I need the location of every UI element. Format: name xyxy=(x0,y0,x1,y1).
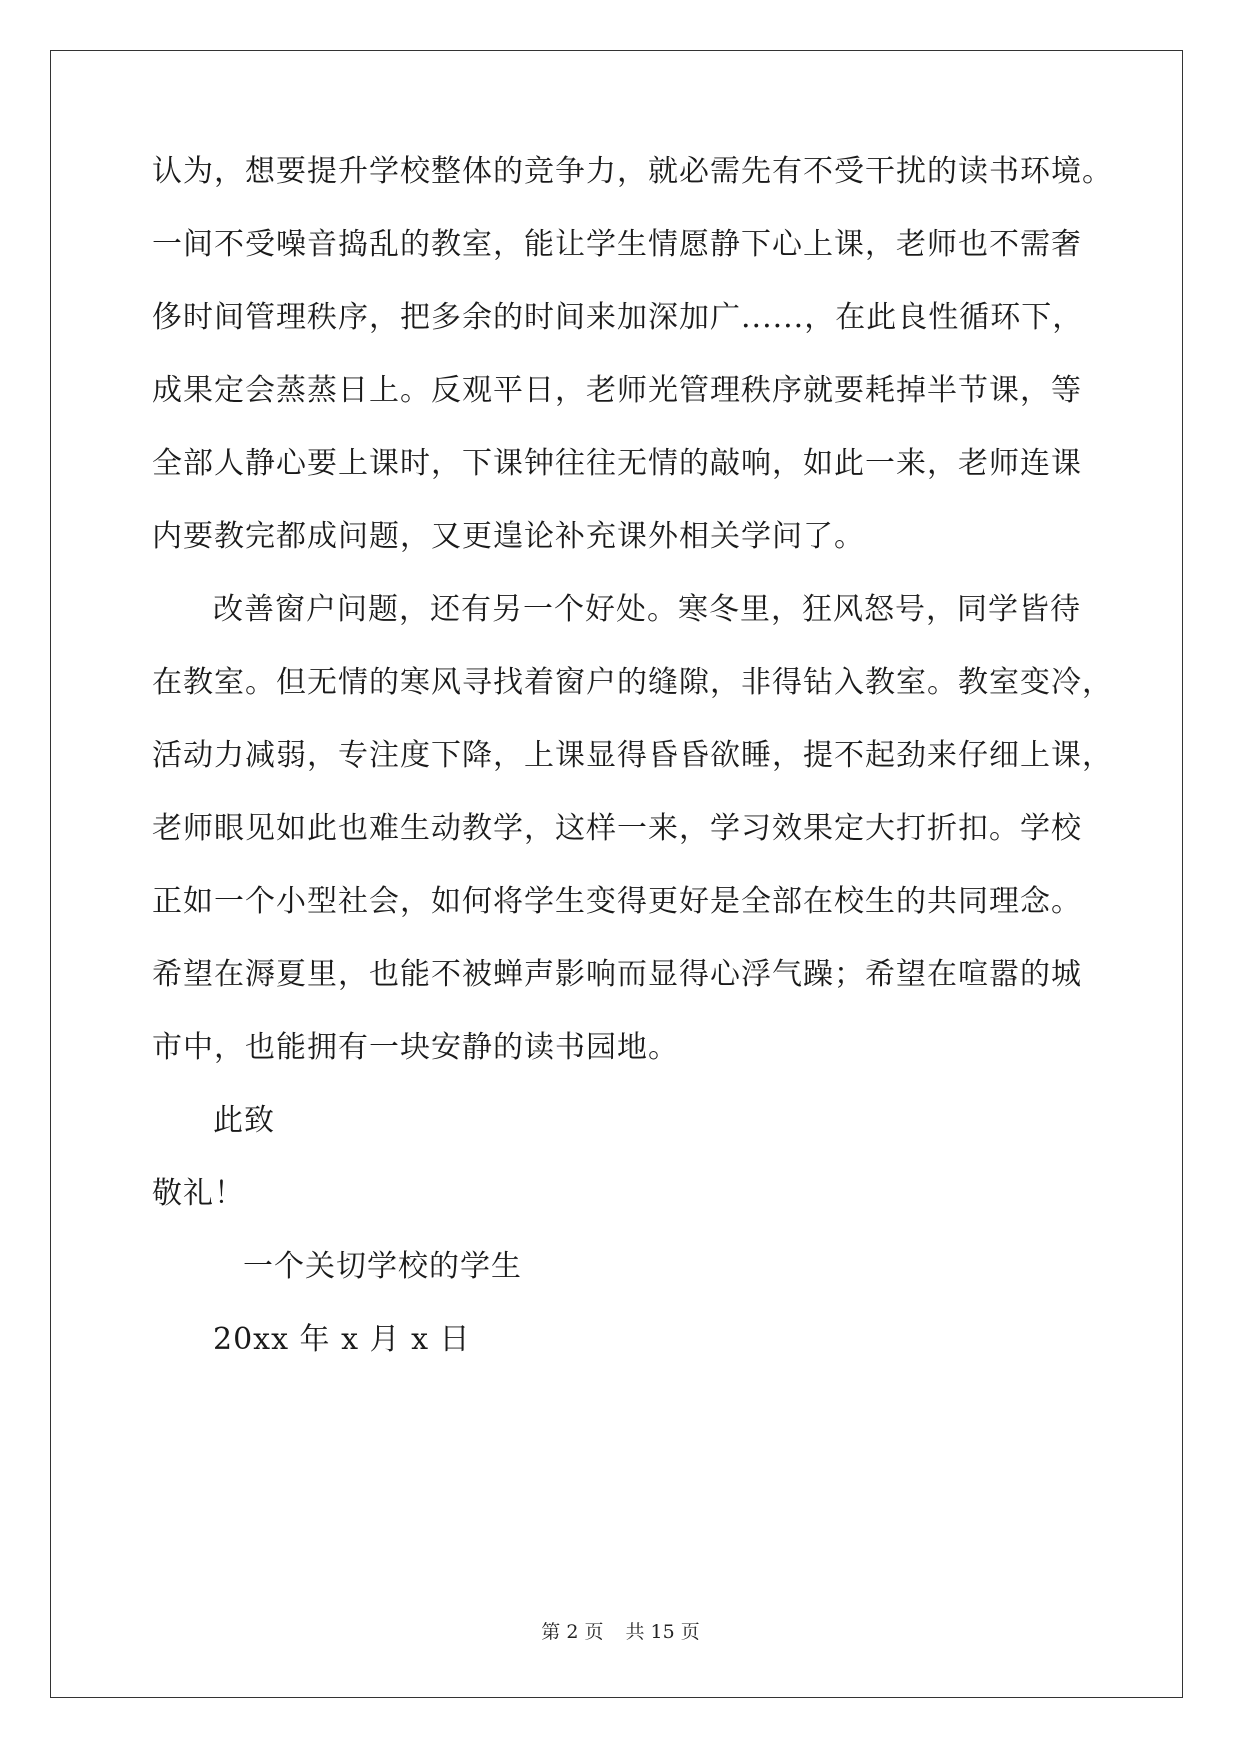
paragraph-1-line-6: 内要教完都成问题，又更遑论补充课外相关学问了。 xyxy=(152,519,865,554)
paragraph-1-line-3: 侈时间管理秩序，把多余的时间来加深加广......，在此良性循环下， xyxy=(152,300,1084,335)
paragraph-2-line-1: 改善窗户问题，还有另一个好处。寒冬里，狂风怒号，同学皆待 xyxy=(213,592,1081,627)
paragraph-2-line-4: 老师眼见如此也难生动教学，这样一来，学习效果定大打折扣。学校 xyxy=(152,811,1082,846)
paragraph-1-line-5: 全部人静心要上课时，下课钟往往无情的敲响，如此一来，老师连课 xyxy=(152,446,1082,481)
paragraph-2-line-5: 正如一个小型社会，如何将学生变得更好是全部在校生的共同理念。 xyxy=(152,884,1082,919)
signature: 一个关切学校的学生 xyxy=(243,1249,522,1284)
paragraph-2-line-2: 在教室。但无情的寒风寻找着窗户的缝隙，非得钻入教室。教室变冷， xyxy=(152,665,1113,700)
paragraph-1-line-4: 成果定会蒸蒸日上。反观平日，老师光管理秩序就要耗掉半节课，等 xyxy=(152,373,1082,408)
date: 20xx 年 x 月 x 日 xyxy=(213,1322,471,1357)
page-number: 第 2 页 xyxy=(541,1621,604,1643)
paragraph-1-line-1: 认为，想要提升学校整体的竞争力，就必需先有不受干扰的读书环境。 xyxy=(152,154,1113,189)
paragraph-2-line-7: 市中，也能拥有一块安静的读书园地。 xyxy=(152,1030,679,1065)
paragraph-1-line-2: 一间不受噪音捣乱的教室，能让学生情愿静下心上课，老师也不需奢 xyxy=(152,227,1082,262)
paragraph-2-line-3: 活动力减弱，专注度下降，上课显得昏昏欲睡，提不起劲来仔细上课， xyxy=(152,738,1113,773)
closing-jing-li: 敬礼！ xyxy=(152,1176,245,1211)
paragraph-2-line-6: 希望在溽夏里，也能不被蝉声影响而显得心浮气躁；希望在喧嚣的城 xyxy=(152,957,1082,992)
total-pages: 共 15 页 xyxy=(625,1621,700,1643)
closing-ci-zhi: 此致 xyxy=(213,1103,275,1138)
page-footer xyxy=(0,1620,1241,1644)
